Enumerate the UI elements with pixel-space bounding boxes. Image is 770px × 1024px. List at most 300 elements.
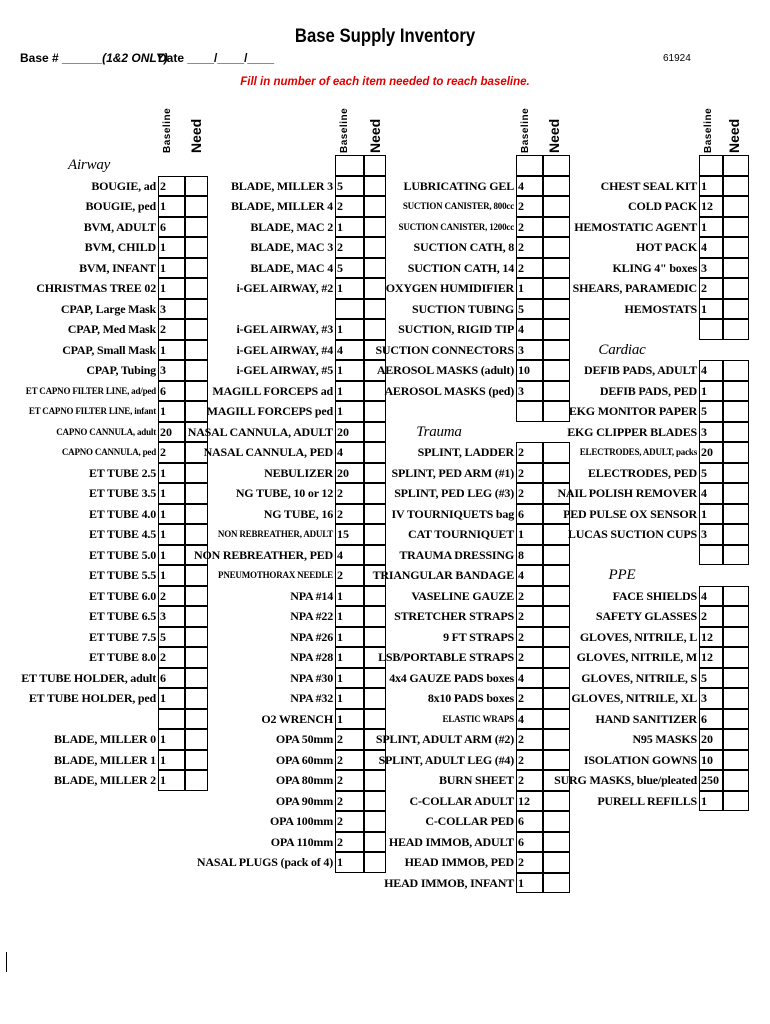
need-entry-cell[interactable] [723,483,749,504]
item-label: SHEARS, PARAMEDIC [572,281,697,295]
baseline-value: 1 [701,793,707,808]
item-label: BURN SHEET [438,773,514,787]
item-label: NG TUBE, 16 [263,506,333,521]
item-label: BVM, INFANT [79,260,156,275]
baseline-value: 8 [518,547,524,562]
item-label: ET CAPNO FILTER LINE, infant [28,406,156,416]
baseline-value: 1 [160,547,166,562]
section-heading-row [0,340,770,361]
item-label: NON REBREATHER, PED [194,547,333,562]
baseline-value: 12 [701,199,713,213]
table-row [0,791,770,812]
column-header-baseline: Baseline [703,107,714,153]
inventory-column [0,155,770,811]
table-row [0,155,770,176]
item-label: NASAL CANNULA, ADULT [187,424,333,439]
column-header-need: Need [546,118,562,153]
item-label: HOT PACK [636,240,697,254]
item-label: BLADE, MILLER 2 [53,773,156,787]
item-label: ELECTRODES, ADULT, packs [579,447,697,457]
item-label: BLADE, MAC 3 [250,240,333,254]
item-label: HAND SANITIZER [595,711,697,726]
need-entry-cell[interactable] [723,258,749,279]
baseline-value: 1 [337,650,343,664]
baseline-value: 2 [518,629,524,644]
baseline-value: 2 [160,650,166,664]
baseline-value: 1 [337,588,343,603]
baseline-value: 1 [337,322,343,336]
need-entry-cell[interactable] [723,237,749,258]
item-label: CHEST SEAL KIT [600,178,697,193]
table-row [0,278,770,299]
item-label: SUCTION CANISTER, 800cc [402,201,514,211]
baseline-value: 2 [337,793,343,808]
item-label: GLOVES, NITRILE, M [576,650,697,664]
need-entry-cell[interactable] [723,750,749,771]
item-label: BLADE, MILLER 4 [230,199,333,213]
baseline-value: 4 [701,588,707,603]
item-label: BLADE, MAC 2 [250,219,333,234]
date-field[interactable]: Date ____/____/____ [158,51,275,65]
baseline-value: 1 [160,260,166,275]
need-entry-cell[interactable] [723,155,749,176]
item-label: CPAP, Large Mask [60,301,156,316]
table-row [0,319,770,340]
baseline-value: 20 [337,465,349,480]
item-label: CPAP, Tubing [86,363,156,377]
baseline-value: 1 [160,773,166,787]
need-entry-cell[interactable] [543,873,570,894]
item-label: SUCTION CATH, 14 [407,260,514,275]
item-label: OPA 100mm [270,814,333,828]
baseline-value: 4 [701,363,707,377]
need-entry-cell[interactable] [723,647,749,668]
item-label: CPAP, Med Mask [67,322,156,336]
base-label: Base # ______ [20,51,103,65]
item-label: 8x10 PADS boxes [427,691,514,705]
table-row [0,873,770,894]
baseline-value: 1 [701,178,707,193]
item-label: N95 MASKS [632,732,697,746]
item-label: i-GEL AIRWAY, #3 [236,322,333,336]
baseline-value: 1 [160,486,166,500]
need-entry-cell[interactable] [543,811,570,832]
need-entry-cell[interactable] [723,381,749,402]
baseline-value: 3 [701,527,707,541]
baseline-value: 2 [337,568,343,582]
item-label: BLADE, MILLER 3 [230,178,333,193]
baseline-value: 2 [518,465,524,480]
baseline-value: 20 [160,424,172,439]
baseline-value: 2 [160,322,166,336]
item-label: NPA #28 [290,650,333,664]
baseline-value: 1 [337,629,343,644]
page-title: Base Supply Inventory [294,26,476,47]
baseline-value: 1 [160,465,166,480]
need-entry-cell[interactable] [723,688,749,709]
baseline-value: 2 [337,834,343,849]
item-label: OPA 50mm [275,732,333,746]
need-entry-cell[interactable] [723,176,749,197]
baseline-value: 4 [518,322,524,336]
baseline-value: 6 [160,219,166,234]
baseline-value: 1 [337,711,343,726]
item-label: HEAD IMMOB, ADULT [388,834,514,849]
baseline-value: 1 [337,219,343,234]
baseline-value: 1 [701,506,707,521]
item-label: ET TUBE 6.0 [88,588,156,603]
item-label: KLING 4" boxes [612,260,697,275]
baseline-value: 2 [701,281,707,295]
need-entry-cell[interactable] [723,196,749,217]
need-entry-cell[interactable] [723,524,749,545]
baseline-value: 4 [701,486,707,500]
column-header-baseline: Baseline [162,107,173,153]
table-row [0,237,770,258]
item-label: NASAL PLUGS (pack of 4) [196,855,333,869]
item-label: PURELL REFILLS [597,793,697,808]
need-entry-cell[interactable] [723,504,749,525]
item-label: OPA 60mm [275,752,333,767]
base-note: (1&2 ONLY) [102,51,168,65]
table-row [0,811,770,832]
baseline-value: 5 [337,260,343,275]
baseline-value: 15 [337,527,349,541]
baseline-value: 6 [160,670,166,685]
need-entry-cell[interactable] [723,401,749,422]
item-label: BLADE, MILLER 1 [53,752,156,767]
section-heading: Cardiac [598,341,646,358]
item-label: 4x4 GAUZE PADS boxes [389,670,514,685]
baseline-value: 2 [518,609,524,623]
table-row [0,463,770,484]
table-row [0,647,770,668]
item-label: C-COLLAR PED [425,814,514,828]
table-row [0,688,770,709]
baseline-value: 5 [518,301,524,316]
baseline-value: 4 [518,568,524,582]
item-label: LUCAS SUCTION CUPS [567,527,697,541]
baseline-value: 1 [160,281,166,295]
baseline-value: 6 [160,383,166,398]
item-label: CAPNO CANNULA, adult [56,426,156,437]
baseline-value: 2 [518,773,524,787]
item-label: ET TUBE HOLDER, adult [21,670,156,685]
baseline-value: 2 [518,588,524,603]
item-label: CAT TOURNIQUET [407,527,514,541]
baseline-value: 3 [701,260,707,275]
baseline-value: 1 [701,383,707,398]
item-label: SUCTION CATH, 8 [413,240,514,254]
column-header-need: Need [726,118,742,153]
need-entry-cell[interactable] [723,606,749,627]
baseline-value: 4 [701,240,707,254]
column-header-baseline: Baseline [520,107,531,153]
item-label: 9 FT STRAPS [443,629,514,644]
item-label: ET TUBE 5.5 [88,568,156,582]
item-label: NON REBREATHER, ADULT [217,529,333,539]
item-label: ISOLATION GOWNS [583,752,697,767]
table-row [0,750,770,771]
baseline-value: 6 [518,506,524,521]
baseline-value: 2 [337,732,343,746]
baseline-value: 3 [701,424,707,439]
table-row [0,770,770,791]
baseline-value: 10 [518,363,530,377]
need-entry-cell[interactable] [723,545,749,566]
baseline-value: 20 [701,445,713,459]
need-entry-cell[interactable] [723,442,749,463]
need-entry-cell[interactable] [723,770,749,791]
item-label: SPLINT, ADULT ARM (#2) [375,732,514,746]
item-label: EKG MONITOR PAPER [568,404,697,418]
table-row [0,606,770,627]
baseline-value: 6 [518,814,524,828]
need-entry-cell[interactable] [723,360,749,381]
need-entry-cell[interactable] [543,852,570,873]
need-entry-cell[interactable] [723,278,749,299]
item-label: OXYGEN HUMIDIFIER [385,281,514,295]
base-number-field[interactable] [20,51,168,65]
baseline-value: 2 [337,814,343,828]
baseline-value: 2 [337,486,343,500]
item-label: i-GEL AIRWAY, #2 [236,281,333,295]
baseline-value: 2 [518,445,524,459]
table-row [0,627,770,648]
item-label: BOUGIE, ped [85,199,156,213]
item-label: HEMOSTATIC AGENT [574,219,697,234]
item-label: NPA #26 [290,629,333,644]
baseline-value: 2 [337,752,343,767]
baseline-cell [699,545,723,566]
item-label: SUCTION CANISTER, 1200cc [398,221,514,232]
baseline-value: 2 [518,260,524,275]
need-entry-cell[interactable] [723,319,749,340]
table-row [0,668,770,689]
baseline-value: 2 [518,732,524,746]
baseline-value: 1 [518,281,524,295]
item-label: OPA 90mm [275,793,333,808]
item-label: DEFIB PADS, PED [599,383,697,398]
baseline-value: 12 [701,650,713,664]
need-entry-cell[interactable] [723,463,749,484]
item-label: PED PULSE OX SENSOR [563,506,697,521]
item-label: SUCTION, RIGID TIP [398,322,514,336]
need-entry-cell[interactable] [723,422,749,443]
table-row [0,381,770,402]
table-row [0,422,770,443]
baseline-value: 2 [518,650,524,664]
baseline-value: 1 [337,404,343,418]
need-entry-cell[interactable] [723,586,749,607]
item-label: MAGILL FORCEPS ped [206,404,333,418]
item-label: NPA #32 [290,691,333,705]
item-label: HEAD IMMOB, PED [404,855,514,869]
table-row [0,483,770,504]
item-label: GLOVES, NITRILE, S [581,670,697,685]
item-label: ELASTIC WRAPS [442,713,514,724]
baseline-value: 2 [337,773,343,787]
item-label: ET TUBE 3.5 [88,486,156,500]
item-label: IV TOURNIQUETS bag [391,506,514,521]
item-label: BLADE, MAC 4 [250,260,333,275]
item-label: COLD PACK [628,199,697,213]
baseline-cell [699,319,723,340]
item-label: DEFIB PADS, ADULT [584,363,697,377]
baseline-value: 1 [518,875,524,890]
item-label: NEBULIZER [264,465,333,480]
need-entry-cell[interactable] [723,627,749,648]
baseline-value: 4 [337,445,343,459]
baseline-value: 5 [701,670,707,685]
item-label: ELECTRODES, PED [587,465,697,480]
table-row [0,504,770,525]
item-label: i-GEL AIRWAY, #5 [236,363,333,377]
item-label: BLADE, MILLER 0 [53,732,156,746]
baseline-value: 10 [701,752,713,767]
need-entry-cell[interactable] [723,668,749,689]
item-label: BOUGIE, ad [91,178,156,193]
baseline-value: 1 [337,855,343,869]
item-label: NAIL POLISH REMOVER [557,486,697,500]
baseline-value: 1 [518,527,524,541]
item-label: NG TUBE, 10 or 12 [235,486,333,500]
table-row [0,545,770,566]
table-row [0,217,770,238]
item-label: ET CAPNO FILTER LINE, ad/ped [25,385,156,396]
table-row [0,360,770,381]
item-label: O2 WRENCH [261,711,333,726]
section-heading: Airway [68,157,111,173]
baseline-value: 4 [518,670,524,685]
item-label: VASELINE GAUZE [411,588,514,603]
item-label: ET TUBE 7.5 [88,629,156,644]
need-entry-cell[interactable] [723,791,749,812]
table-row [0,709,770,730]
baseline-value: 1 [701,301,707,316]
section-heading: Trauma [416,423,462,440]
item-label: OPA 80mm [275,773,333,787]
baseline-value: 3 [518,342,524,357]
baseline-value: 3 [160,363,166,377]
baseline-value: 20 [701,732,713,746]
item-label: ET TUBE 4.0 [88,506,156,521]
baseline-value: 1 [701,219,707,234]
instruction-text: Fill in number of each item needed to reach baseline. [240,76,530,88]
baseline-value: 2 [701,609,707,623]
item-label: ET TUBE HOLDER, ped [28,691,156,705]
item-label: SUCTION TUBING [411,301,514,316]
baseline-value: 1 [337,281,343,295]
item-label: SURG MASKS, blue/pleated [554,773,697,787]
table-row [0,729,770,750]
table-row [0,832,770,853]
baseline-value: 4 [337,342,343,357]
baseline-value: 1 [160,732,166,746]
item-label: C-COLLAR ADULT [409,793,514,808]
item-label: ET TUBE 2.5 [88,465,156,480]
item-label: OPA 110mm [270,834,333,849]
baseline-value: 2 [518,855,524,869]
baseline-value: 2 [160,588,166,603]
baseline-value: 12 [701,629,713,644]
item-label: CAPNO CANNULA, ped [61,447,156,457]
baseline-value: 2 [518,219,524,234]
baseline-value: 20 [337,424,349,439]
baseline-value: 2 [337,199,343,213]
table-row [0,258,770,279]
table-row [0,442,770,463]
baseline-value: 3 [160,609,166,623]
baseline-cell [699,155,723,176]
item-label: FACE SHIELDS [612,588,697,603]
need-entry-cell[interactable] [723,709,749,730]
baseline-value: 1 [160,199,166,213]
need-entry-cell[interactable] [543,832,570,853]
item-label: AEROSOL MASKS (adult) [376,363,514,377]
item-label: PNEUMOTHORAX NEEDLE [218,570,333,580]
column-header-need: Need [188,118,204,153]
item-label: BVM, CHILD [84,240,156,254]
need-entry-cell[interactable] [723,217,749,238]
baseline-value: 1 [337,609,343,623]
baseline-value: 2 [337,506,343,521]
item-label: CPAP, Small Mask [62,342,156,357]
item-label: STRETCHER STRAPS [394,609,514,623]
baseline-value: 1 [160,342,166,357]
table-row [0,176,770,197]
item-label: ET TUBE 5.0 [88,547,156,562]
baseline-value: 5 [160,629,166,644]
item-label: NPA #14 [290,588,333,603]
column-header-need: Need [367,118,383,153]
item-label: EKG CLIPPER BLADES [567,424,697,439]
item-label: SPLINT, ADULT LEG (#4) [378,752,514,767]
table-row [0,586,770,607]
item-label: NPA #30 [290,670,333,685]
baseline-value: 6 [701,711,707,726]
baseline-value: 1 [337,670,343,685]
item-label: ET TUBE 4.5 [88,527,156,541]
baseline-value: 2 [518,486,524,500]
item-label: LUBRICATING GEL [403,178,514,193]
item-label: SPLINT, PED ARM (#1) [391,465,514,480]
baseline-value: 3 [518,383,524,398]
baseline-value: 1 [337,383,343,398]
baseline-value: 1 [160,691,166,705]
item-label: LSB/PORTABLE STRAPS [378,650,514,664]
margin-mark [6,952,7,972]
baseline-value: 5 [701,465,707,480]
item-label: MAGILL FORCEPS ad [212,383,333,398]
need-entry-cell[interactable] [723,729,749,750]
item-label: ET TUBE 6.5 [88,609,156,623]
item-label: i-GEL AIRWAY, #4 [236,342,333,357]
need-entry-cell[interactable] [723,299,749,320]
baseline-value: 5 [701,404,707,418]
item-label: CHRISTMAS TREE 02 [36,281,156,295]
table-row [0,401,770,422]
baseline-value: 1 [337,691,343,705]
baseline-value: 1 [160,568,166,582]
baseline-value: 4 [518,711,524,726]
table-row [0,852,770,873]
baseline-value: 2 [518,752,524,767]
item-label: HEMOSTATS [624,301,697,316]
item-label: TRAUMA DRESSING [399,547,514,562]
column-header-baseline: Baseline [339,107,350,153]
item-label: NASAL CANNULA, PED [203,445,333,459]
